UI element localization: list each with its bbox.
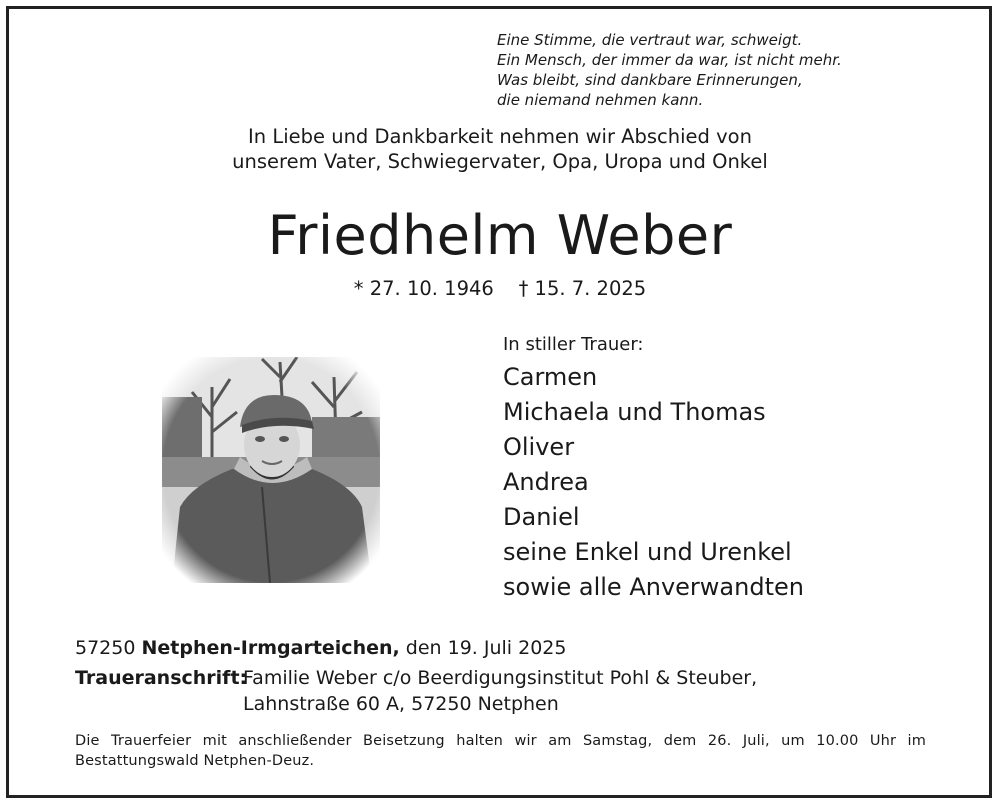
deceased-name: Friedhelm Weber bbox=[267, 204, 733, 267]
life-dates: * 27. 10. 1946 † 15. 7. 2025 bbox=[353, 277, 647, 300]
funeral-notice: Die Trauerfeier mit anschließender Beisetzung halten wir am Samstag, dem 26. Juli, um 10.00 Uhr im Bestattungswald Netphen-Deuz. bbox=[75, 733, 926, 769]
publication-date: den 19. Juli 2025 bbox=[405, 637, 567, 659]
intro-line-1: In Liebe und Dankbarkeit nehmen wir Abschied von bbox=[248, 125, 752, 148]
mourner-name: Michaela und Thomas bbox=[503, 398, 766, 426]
poem bbox=[497, 30, 937, 110]
poem-line: die niemand nehmen kann. bbox=[497, 91, 704, 109]
poem-line: Ein Mensch, der immer da war, ist nicht mehr. bbox=[497, 51, 842, 69]
mourner-name: Carmen bbox=[503, 363, 598, 391]
intro-line-2: unserem Vater, Schwiegervater, Opa, Uropa und Onkel bbox=[232, 150, 768, 173]
portrait-photo bbox=[162, 357, 380, 583]
zip-code: 57250 bbox=[75, 637, 136, 659]
address-line-2: Lahnstraße 60 A, 57250 Netphen bbox=[243, 693, 559, 715]
address-line-1: Familie Weber c/o Beerdigungsinstitut Pohl & Steuber, bbox=[243, 667, 758, 689]
place-and-date bbox=[75, 635, 566, 661]
mourning-address bbox=[75, 665, 757, 717]
intro-text bbox=[0, 124, 1000, 174]
mourner-name: Andrea bbox=[503, 468, 589, 496]
mourners-list bbox=[503, 360, 804, 605]
address-label: Traueranschrift: bbox=[75, 667, 248, 689]
mourner-name: sowie alle Anverwandten bbox=[503, 573, 804, 601]
poem-line: Was bleibt, sind dankbare Erinnerungen, bbox=[497, 71, 803, 89]
mourner-name: seine Enkel und Urenkel bbox=[503, 538, 792, 566]
mourner-name: Daniel bbox=[503, 503, 580, 531]
town-name: Netphen-Irmgarteichen, bbox=[141, 637, 400, 659]
mourner-name: Oliver bbox=[503, 433, 575, 461]
mourners-label: In stiller Trauer: bbox=[503, 334, 644, 355]
poem-line: Eine Stimme, die vertraut war, schweigt. bbox=[497, 31, 803, 49]
